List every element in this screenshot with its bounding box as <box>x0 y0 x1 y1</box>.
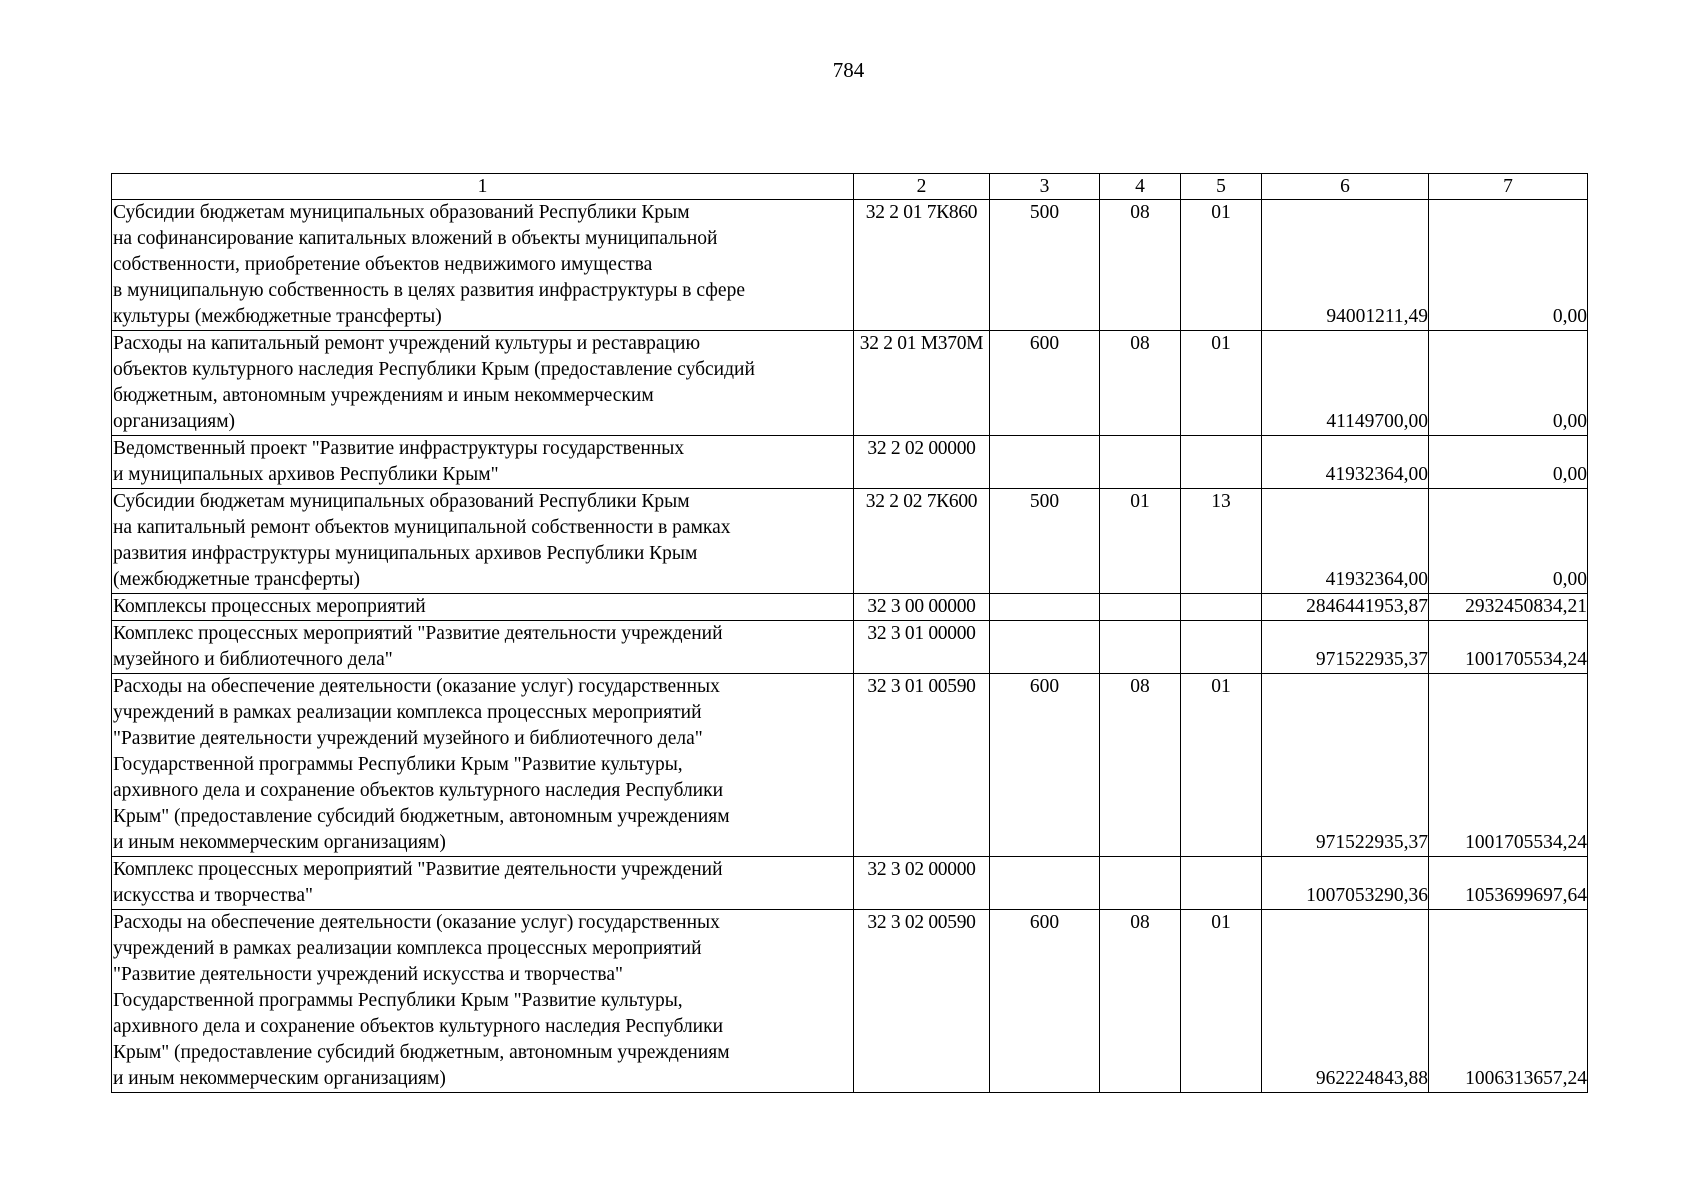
table-row <box>112 857 1588 910</box>
row-description: Комплексы процессных мероприятий <box>112 594 854 621</box>
table-row <box>112 331 1588 436</box>
row-col5: 01 <box>1181 674 1262 857</box>
row-code: 32 3 01 00000 <box>854 621 990 674</box>
row-col5 <box>1181 857 1262 910</box>
row-description: Комплекс процессных мероприятий "Развитие деятельности учреждений музейного и библиотечного дела" <box>112 621 854 674</box>
row-col4: 08 <box>1100 200 1181 331</box>
row-code: 32 3 01 00590 <box>854 674 990 857</box>
row-code: 32 3 00 00000 <box>854 594 990 621</box>
column-header: 4 <box>1100 174 1181 200</box>
row-value-7: 1001705534,24 <box>1429 621 1588 674</box>
column-header: 5 <box>1181 174 1262 200</box>
row-value-7: 0,00 <box>1429 331 1588 436</box>
page-number: 784 <box>832 58 865 82</box>
table-row <box>112 594 1588 621</box>
row-description: Расходы на обеспечение деятельности (оказание услуг) государственных учреждений в рамках реализации комплекса процессных мероприятий "Развитие деятельности учреждений музейного и библиотечного дела" Государственной программы Республики Крым "Развитие культуры, архивного дела и сохранение объектов культурного наследия Республики Крым" (предоставление субсидий бюджетным, автономным учреждениям и иным некоммерческим организациям) <box>112 674 854 857</box>
table-row <box>112 910 1588 1093</box>
row-code: 32 2 02 00000 <box>854 436 990 489</box>
row-description: Субсидии бюджетам муниципальных образований Республики Крым на софинансирование капитальных вложений в объекты муниципальной собственности, приобретение объектов недвижимого имущества в муниципальную собственность в целях развития инфраструктуры в сфере культуры (межбюджетные трансферты) <box>112 200 854 331</box>
row-col3: 500 <box>990 489 1100 594</box>
row-col4 <box>1100 857 1181 910</box>
row-value-7: 1053699697,64 <box>1429 857 1588 910</box>
table-row <box>112 436 1588 489</box>
row-col5: 01 <box>1181 910 1262 1093</box>
row-description: Расходы на капитальный ремонт учреждений культуры и реставрацию объектов культурного наследия Республики Крым (предоставление субсидий бюджетным, автономным учреждениям и иным некоммерческим организациям) <box>112 331 854 436</box>
row-code: 32 2 01 7К860 <box>854 200 990 331</box>
row-col3 <box>990 857 1100 910</box>
row-value-6: 41932364,00 <box>1262 436 1429 489</box>
row-value-6: 962224843,88 <box>1262 910 1429 1093</box>
row-value-7: 0,00 <box>1429 200 1588 331</box>
row-description: Расходы на обеспечение деятельности (оказание услуг) государственных учреждений в рамках реализации комплекса процессных мероприятий "Развитие деятельности учреждений искусства и творчества" Государственной программы Республики Крым "Развитие культуры, архивного дела и сохранение объектов культурного наследия Республики Крым" (предоставление субсидий бюджетным, автономным учреждениям и иным некоммерческим организациям) <box>112 910 854 1093</box>
row-value-6: 1007053290,36 <box>1262 857 1429 910</box>
row-value-6: 971522935,37 <box>1262 674 1429 857</box>
row-col5: 01 <box>1181 331 1262 436</box>
column-header: 6 <box>1262 174 1429 200</box>
row-col4: 08 <box>1100 331 1181 436</box>
row-col4 <box>1100 594 1181 621</box>
row-value-6: 41149700,00 <box>1262 331 1429 436</box>
row-value-7: 1006313657,24 <box>1429 910 1588 1093</box>
row-value-7: 2932450834,21 <box>1429 594 1588 621</box>
row-col5 <box>1181 436 1262 489</box>
row-code: 32 2 02 7К600 <box>854 489 990 594</box>
table-row <box>112 489 1588 594</box>
table-row <box>112 674 1588 857</box>
column-header: 2 <box>854 174 990 200</box>
row-code: 32 2 01 М370М <box>854 331 990 436</box>
row-col5 <box>1181 621 1262 674</box>
row-col3 <box>990 621 1100 674</box>
row-description: Ведомственный проект "Развитие инфраструктуры государственных и муниципальных архивов Республики Крым" <box>112 436 854 489</box>
row-col4: 08 <box>1100 674 1181 857</box>
column-header: 7 <box>1429 174 1588 200</box>
row-col4: 08 <box>1100 910 1181 1093</box>
row-value-6: 41932364,00 <box>1262 489 1429 594</box>
table-header-row <box>112 174 1588 200</box>
row-col3: 600 <box>990 331 1100 436</box>
row-code: 32 3 02 00000 <box>854 857 990 910</box>
row-col5: 01 <box>1181 200 1262 331</box>
row-col4 <box>1100 621 1181 674</box>
row-col4: 01 <box>1100 489 1181 594</box>
row-value-6: 94001211,49 <box>1262 200 1429 331</box>
row-value-7: 0,00 <box>1429 489 1588 594</box>
row-code: 32 3 02 00590 <box>854 910 990 1093</box>
budget-table <box>111 173 1588 1093</box>
row-value-7: 0,00 <box>1429 436 1588 489</box>
column-header: 3 <box>990 174 1100 200</box>
row-description: Комплекс процессных мероприятий "Развитие деятельности учреждений искусства и творчества" <box>112 857 854 910</box>
row-col3 <box>990 436 1100 489</box>
row-value-6: 2846441953,87 <box>1262 594 1429 621</box>
row-value-6: 971522935,37 <box>1262 621 1429 674</box>
row-description: Субсидии бюджетам муниципальных образований Республики Крым на капитальный ремонт объектов муниципальной собственности в рамках развития инфраструктуры муниципальных архивов Республики Крым (межбюджетные трансферты) <box>112 489 854 594</box>
table-row <box>112 621 1588 674</box>
row-col3: 600 <box>990 674 1100 857</box>
column-header: 1 <box>112 174 854 200</box>
row-col4 <box>1100 436 1181 489</box>
row-col3: 600 <box>990 910 1100 1093</box>
row-col3: 500 <box>990 200 1100 331</box>
row-value-7: 1001705534,24 <box>1429 674 1588 857</box>
row-col3 <box>990 594 1100 621</box>
table-row <box>112 200 1588 331</box>
row-col5: 13 <box>1181 489 1262 594</box>
row-col5 <box>1181 594 1262 621</box>
